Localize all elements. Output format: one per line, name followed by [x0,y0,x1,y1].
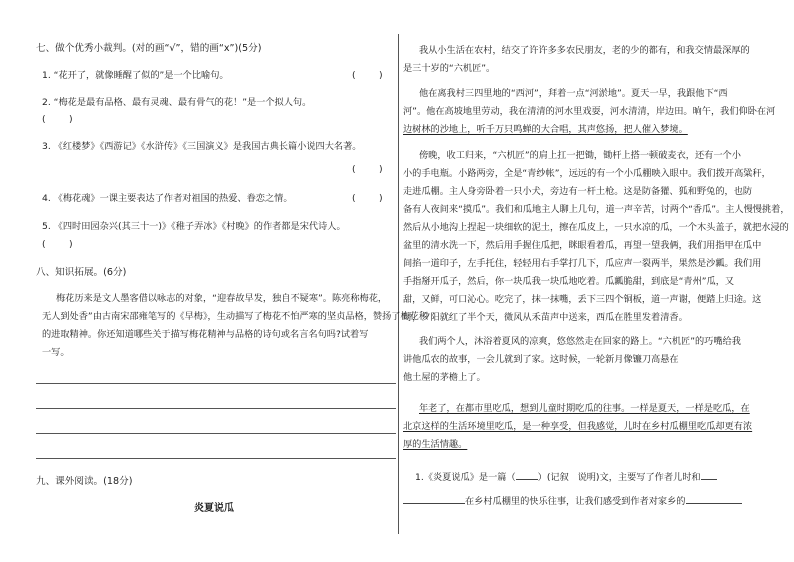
reading-line: 是三十岁的“六机匠”。 [403,63,496,74]
answer-line[interactable] [36,408,396,409]
reading-line: 他在离我村三四里地的“西河”，拜着一点“河淤地”。夏天一早，我跟他下“西 [419,88,728,99]
reading-line: 河”。他在高坡地里劳动，我在清清的河水里戏耍，河水清清，岸边田。晌午，我们仰卧在河 [403,106,776,117]
section7-item-1: 1. “花开了，就像睡醒了似的”是一个比喻句。 [42,70,229,81]
reading-line: 间掐一道印子，左手托住，轻轻用右手掌打几下，瓜应声一裂两半，果然是沙瓤。我们用 [403,258,762,269]
reading-line-underlined: 边树林的沙地上，听千万只鸣蝉的大合唱，其声悠扬，把人催入梦境。 [403,124,688,135]
question-1-blank-person[interactable] [701,470,717,480]
answer-line[interactable] [36,433,396,434]
reading-line: 小的手电瓶。小路两旁，全是“青纱帐”，远远的有一个小瓜棚映入眼中。我们拨开高粱秆， [403,168,771,179]
reading-line: 然后从小地沟上捏起一块细软的泥土，擦在瓜皮上，一只水凉的瓜，一个木头盖子，就把水浸的 [403,222,789,233]
section7-heading: 七、做个优秀小裁判。(对的画“√”，错的画“x”)(5分) [36,43,262,54]
left-column [36,0,429,562]
answer-line[interactable] [36,458,396,459]
column-divider [398,34,399,534]
section7-item-5: 5. 《四时田园杂兴(其三十一)》《稚子弄冰》《村晚》的作者都是宋代诗人。 [42,221,346,232]
section8-line: 一写。 [42,347,70,358]
reading-line-underlined: 年老了，在都市里吃瓜，想到儿童时期吃瓜的往事。一样是夏天，一样是吃瓜，在 [419,403,750,414]
question-1-text: 在乡村瓜棚里的快乐往事，让我们感受到作者对家乡的 [465,496,686,507]
reading-line: 他土屋的茅檐上了。 [403,372,486,383]
section7-answer-4[interactable]: ( ) [352,193,383,204]
section8-heading: 八、知识拓展。(6分) [36,267,127,278]
section7-answer-3[interactable]: ( ) [352,164,383,175]
reading-line-underlined: 北京这样的生活环境里吃瓜，是一种享受，但我感觉，儿时在乡村瓜棚里吃瓜却更有浓 [403,421,753,432]
section8-line: 的进取精神。你还知道哪些关于描写梅花精神与品格的诗句或名言名句吗?试着写 [42,329,369,340]
section8-line: 无人到处香”由古南宋邵雍笔写的《早梅》，生动描写了梅花不怕严寒的坚贞品格，赞扬了梅花积 [42,311,429,322]
question-1-blank-feeling[interactable] [686,494,742,504]
answer-line[interactable] [36,383,396,384]
section7-item-4: 4. 《梅花魂》一课主要表达了作者对祖国的热爱、眷恋之情。 [42,193,293,204]
question-1-blank-type[interactable] [516,470,538,480]
question-1-text: 说明)文，主要写了作者儿时和 [577,472,701,483]
reading-line: 傍晚，收工归来，“六机匠”的肩上扛一把锄，锄杆上搭一顿破麦衣，还有一个小 [419,150,741,161]
section7-answer-1[interactable]: ( ) [352,70,383,81]
reading-line: 我们两个人，沐浴着夏风的凉爽，悠悠然走在回家的路上。“六机匠”的巧嘴给我 [419,336,741,347]
section7-answer-5[interactable]: ( ) [42,239,73,250]
question-1-text: 1.《炎夏说瓜》是一篇（ [415,472,516,483]
section7-item-2: 2. “梅花是最有品格、最有灵魂、最有骨气的花！”是一个拟人句。 [42,97,312,108]
section7-item-3: 3. 《红楼梦》《西游记》《水浒传》《三国演义》是我国古典长篇小说四大名著。 [42,141,362,152]
reading-line: 甜，又鲜，可口沁心。吃完了，抹一抹嘴，丢下三四个铜板，道一声谢，便踏上归途。这 [403,294,762,305]
right-column [403,0,790,562]
question-1-line-2 [403,494,742,508]
reading-line: 讲他瓜农的故事，一会儿就到了家。这时候，一轮新月像镰刀高悬在 [403,354,679,365]
reading-line-underlined: 厚的生活情趣。 [403,439,468,450]
story-title: 炎夏说瓜 [194,503,234,514]
section7-answer-2[interactable]: ( ) [42,114,73,125]
reading-line: 手指掰开瓜子，然后，你一块瓜我一块瓜地吃着。瓜瓤脆甜，到底是“青州”瓜，又 [403,276,735,287]
section9-heading: 九、课外阅读。(18分) [36,476,133,487]
question-1-text: ）(记叙 [537,472,569,483]
reading-line: 盆里的清水洗一下，然后用手握住瓜把，眯眼看着瓜，再望一望我俩，我们用指甲在瓜中 [403,240,762,251]
question-1-line-1 [415,470,717,484]
section8-line: 梅花历来是文人墨客借以咏志的对象，“迎春故早发，独自不疑寒”。陈亮称梅花， [56,293,388,304]
question-1-blank-companion[interactable] [403,494,465,504]
reading-line: 走进瓜棚。主人身旁卧着一只小犬，旁边有一杆土枪。这是防备獾、狐和野兔的，也防 [403,186,753,197]
reading-line: 备有人夜间来“摸瓜”。我们和瓜地主人聊上几句，道一声辛苦，讨两个“香瓜”。主人慢慢挑着， [403,204,790,215]
reading-line: 时，夕阳就红了半个天，微风从禾苗声中送来，西瓜在胜里发着清香。 [403,312,688,323]
reading-line: 我从小生活在农村，结交了许许多多农民朋友，老的少的都有，和我交情最深厚的 [419,45,750,56]
